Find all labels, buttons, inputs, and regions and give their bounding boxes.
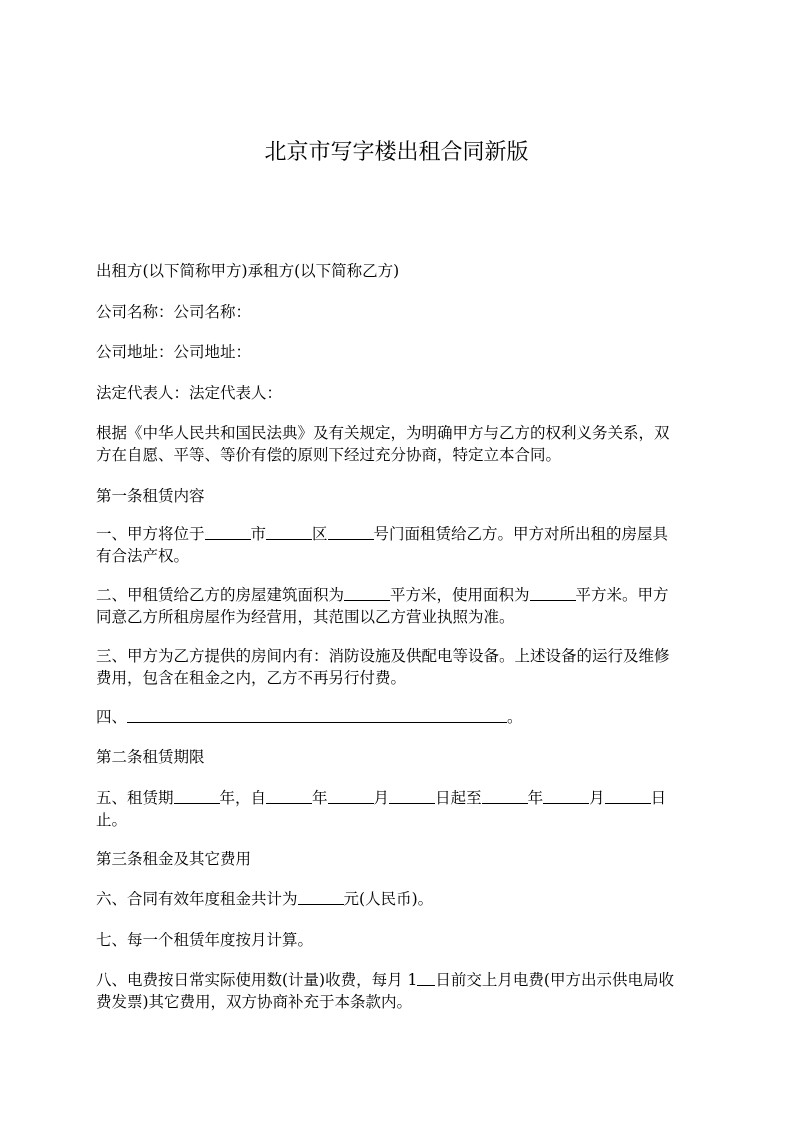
clause-text: 月 — [589, 789, 605, 807]
blank-field — [417, 969, 435, 986]
clause-text: 年，自 — [219, 789, 267, 807]
clause-3-line-2: 费用，包含在租金之内，乙方不再另行付费。 — [96, 669, 407, 687]
blank-field — [605, 787, 651, 804]
clause-text: 一、甲方将位于 — [96, 525, 205, 543]
blank-field — [266, 787, 312, 804]
blank-field — [344, 584, 390, 601]
clause-5-line-1 — [96, 787, 696, 809]
clause-text: 平方米，使用面积为 — [390, 586, 530, 604]
document-title: 北京市写字楼出租合同新版 — [264, 140, 529, 165]
parties-line: 出租方(以下简称甲方)承租方(以下简称乙方) — [96, 262, 400, 280]
section-heading-1: 第一条租赁内容 — [96, 487, 205, 505]
clause-text: 。 — [507, 708, 523, 726]
clause-text: 日前交上月电费(甲方出示供电局收 — [435, 971, 674, 989]
clause-text: 区 — [312, 525, 328, 543]
clause-text: 四、 — [96, 708, 128, 726]
clause-8-line-1 — [96, 969, 696, 991]
preamble-line-1: 根据《中华人民共和国民法典》及有关规定，为明确甲方与乙方的权利义务关系，双 — [96, 424, 670, 442]
clause-2-line-2: 同意乙方所租房屋作为经营用，其范围以乙方营业执照为准。 — [96, 608, 515, 626]
blank-field — [328, 787, 374, 804]
company-name-line: 公司名称：公司名称： — [96, 303, 252, 321]
clause-1-line-1 — [96, 523, 696, 545]
clause-text: 元(人民币)。 — [343, 890, 434, 908]
clause-5-line-2: 止。 — [96, 811, 128, 829]
blank-field — [482, 787, 528, 804]
clause-text: 月 — [373, 789, 390, 807]
clause-7-line: 七、每一个租赁年度按月计算。 — [96, 931, 314, 949]
clause-text: 日 — [650, 789, 667, 807]
clause-text: 八、电费按日常实际使用数(计量)收费，每月 1 — [96, 971, 418, 989]
clause-text: 二、甲租赁给乙方的房屋建筑面积为 — [96, 586, 345, 604]
clause-text: 平方米。甲方 — [575, 586, 669, 604]
blank-field — [174, 787, 220, 804]
blank-field — [205, 523, 251, 540]
blank-field — [543, 787, 589, 804]
blank-field — [266, 523, 312, 540]
blank-field — [328, 523, 374, 540]
section-heading-3: 第三条租金及其它费用 — [96, 850, 252, 868]
clause-text: 年 — [312, 789, 328, 807]
clause-text: 六、合同有效年度租金共计为 — [96, 890, 298, 908]
clause-6-line — [96, 888, 696, 910]
blank-field — [389, 787, 435, 804]
company-address-line: 公司地址：公司地址： — [96, 343, 252, 361]
blank-field — [530, 584, 576, 601]
clause-1-line-2: 有合法产权。 — [96, 547, 190, 565]
clause-text: 年 — [527, 789, 544, 807]
clause-3-line-1: 三、甲方为乙方提供的房间内有：消防设施及供配电等设备。上述设备的运行及维修 — [96, 647, 670, 665]
section-heading-2: 第二条租赁期限 — [96, 748, 205, 766]
clause-text: 号门面租赁给乙方。甲方对所出租的房屋具 — [373, 525, 669, 543]
blank-field — [127, 706, 507, 723]
clause-4-line — [96, 706, 696, 728]
blank-field — [298, 888, 344, 905]
clause-text: 市 — [250, 525, 267, 543]
clause-2-line-1 — [96, 584, 696, 606]
clause-8-line-2: 费发票)其它费用，双方协商补充于本条款内。 — [96, 993, 413, 1011]
legal-representative-line: 法定代表人：法定代表人： — [96, 384, 283, 402]
clause-text: 日起至 — [435, 789, 482, 807]
clause-text: 五、租赁期 — [96, 789, 174, 807]
preamble-line-2: 方在自愿、平等、等价有偿的原则下经过充分协商，特定立本合同。 — [96, 446, 562, 464]
